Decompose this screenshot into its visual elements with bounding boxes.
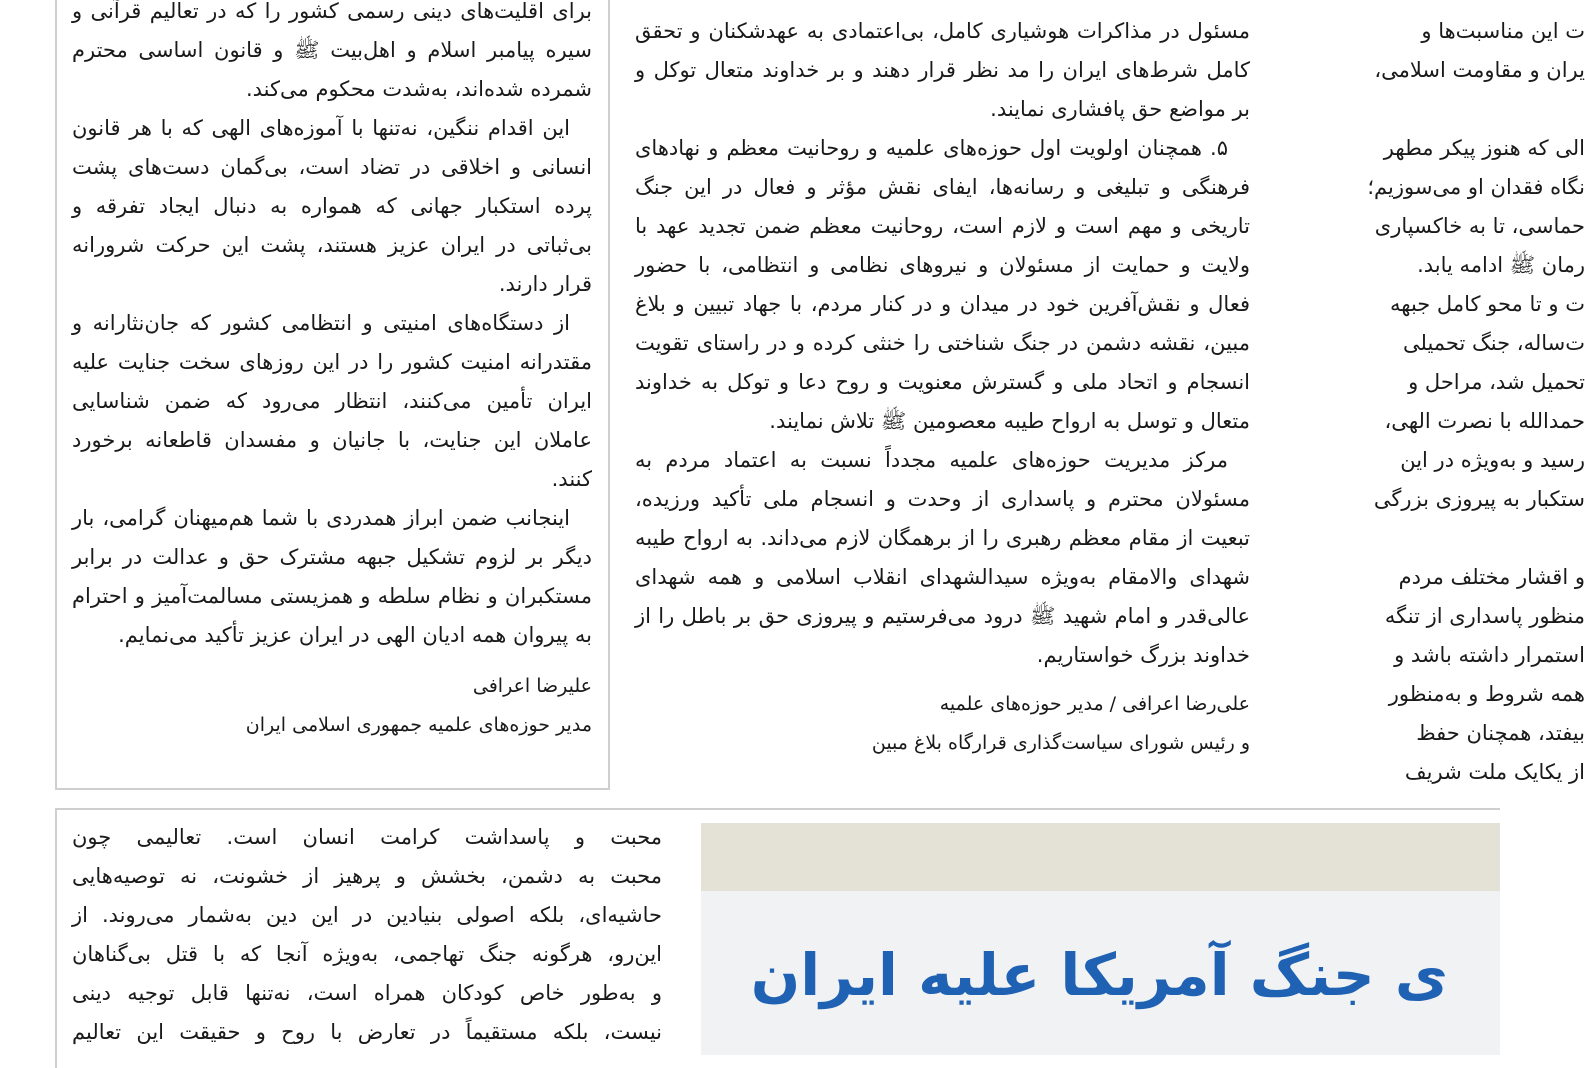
middle-statement-paragraph: ۵. همچنان اولویت اول حوزه‌های علمیه و روحانیت معظم و نهادهای فرهنگی و تبلیغی و رسانه‌ها، ایفای نقش مؤثر و فعال در این جنگ تاریخی و مهم است و لازم است، روحانیت معظم ضمن تجدید عهد با ولایت و حمایت از مسئولان و نیروهای نظامی و انتظامی، با حضور فعال و نقش‌آفرین خود در میدان و در کنار مردم، با جهاد تبیین و بلاغ مبین، نقشه دشمن در جنگ شناختی را خنثی کرده و در راستای تقویت انسجام و اتحاد ملی و گسترش معنویت و روح دعا و توکل به خداوند متعال و توسل به ارواح طیبه معصومین ﷺ تلاش نمایند. xyxy=(635,136,1250,433)
right-column-line: حماسی، تا به خاکسپاری xyxy=(1374,214,1585,238)
right-column-line: رسید و به‌ویژه در این xyxy=(1400,448,1585,472)
right-column-line: همه شروط و به‌منظور xyxy=(1388,682,1585,706)
banner-headline xyxy=(701,930,1500,1020)
right-column-line xyxy=(1285,519,1585,558)
right-column-line: حمدالله با نصرت الهی، xyxy=(1384,409,1585,433)
signature-title: مدیر حوزه‌های علمیه جمهوری اسلامی ایران xyxy=(245,714,592,736)
middle-statement-paragraph: مسئول در مذاکرات هوشیاری کامل، بی‌اعتمادی به عهدشکنان و تحقق کامل شرط‌های ایران را مد نظر قرار دهند و بر خداوند متعال توکل و بر مواضع حق پافشاری نمایند. xyxy=(635,19,1250,121)
right-column-fragment xyxy=(1285,12,1585,792)
right-column-line: ت این مناسبت‌ها و xyxy=(1421,19,1585,43)
right-column-line: رمان ﷺ ادامه یابد. xyxy=(1417,253,1585,277)
left-letter-line: شمرده شده‌اند، به‌شدت محکوم می‌کند. xyxy=(245,77,592,101)
right-column-line: ستکبار به پیروزی بزرگی xyxy=(1373,487,1585,511)
right-column-line: از یکایک ملت شریف xyxy=(1404,760,1585,784)
signature-name: علیرضا اعرافی xyxy=(472,675,592,697)
left-letter-paragraph: این اقدام ننگین، نه‌تنها با آموزه‌های الهی که با هر قانون انسانی و اخلاقی در تضاد است، بی‌گمان دست‌های پشت پرده استکبار جهانی که همواره به دنبال ایجاد تفرقه و بی‌ثباتی در ایران عزیز هستند، پشت این حرکت شرورانه قرار دارند. xyxy=(72,116,592,296)
bottom-article xyxy=(72,818,662,1052)
bottom-article-line: محبت و پاسداشت کرامت انسان است. تعالیمی چون xyxy=(72,825,662,849)
right-column-line: استمرار داشته باشد و xyxy=(1394,643,1585,667)
right-column-line: نگاه فقدان او می‌سوزیم؛ xyxy=(1367,175,1585,199)
statement-signature-line2: و رئیس شورای سیاست‌گذاری قرارگاه بلاغ مبین xyxy=(871,732,1250,754)
left-letter xyxy=(72,0,592,745)
right-column-line: بیفتد، همچنان حفظ xyxy=(1416,721,1585,745)
right-column-line: ت و تا محو کامل جبهه xyxy=(1390,292,1585,316)
banner-headline-text: ی جنگ آمریکا علیه ایران xyxy=(750,941,1448,1009)
middle-statement-paragraph: مرکز مدیریت حوزه‌های علمیه مجدداً نسبت به اعتماد مردم به مسئولان محترم و پاسداری از وحدت و انسجام ملی تأکید ورزیده، تبعیت از مقام معظم رهبری را از برهمگان لازم می‌داند. به ارواح طیبه شهدای والامقام به‌ویژه سیدالشهدای انقلاب اسلامی و همه شهدای عالی‌قدر و امام شهید ﷺ درود می‌فرستیم و پیروزی حق بر باطل را از خداوند بزرگ خواستاریم. xyxy=(635,448,1250,667)
right-column-line: الی که هنوز پیکر مطهر xyxy=(1383,136,1585,160)
banner-top-band xyxy=(701,823,1500,891)
right-column-line: یران و مقاومت اسلامی، xyxy=(1374,58,1585,82)
left-letter-line: سیره پیامبر اسلام و اهل‌بیت ﷺ و قانون اساسی محترم xyxy=(72,38,592,62)
bottom-article-line: و به‌طور خاص کودکان همراه است، نه‌تنها قابل توجیه دینی xyxy=(72,981,662,1005)
bottom-article-line: نیست، بلکه مستقیماً در تعارض با روح و حقیقت این تعالیم xyxy=(72,1020,662,1044)
bottom-article-line: محبت به دشمن، بخشش و پرهیز از خشونت، نه توصیه‌هایی xyxy=(72,864,662,888)
right-column-line xyxy=(1285,90,1585,129)
middle-statement xyxy=(635,12,1250,763)
right-column-line: و اقشار مختلف مردم xyxy=(1398,565,1585,589)
right-column-line: ت‌ساله، جنگ تحمیلی xyxy=(1403,331,1585,355)
right-column-line: منظور پاسداری از تنگه xyxy=(1384,604,1585,628)
left-letter-paragraph: از دستگاه‌های امنیتی و انتظامی کشور که جان‌نثارانه و مقتدرانه امنیت کشور را در این روزهای سخت جنایت علیه ایران تأمین می‌کنند، انتظار می‌رود که ضمن شناسایی عاملان این جنایت، با جانیان و مفسدان قاطعانه برخورد کنند. xyxy=(72,311,592,491)
statement-signature-line1: علی‌رضا اعرافی / مدیر حوزه‌های علمیه xyxy=(939,693,1250,715)
bottom-article-line: این‌رو، هرگونه جنگ تهاجمی، به‌ویژه آنجا که با قتل بی‌گناهان xyxy=(72,942,662,966)
left-letter-paragraph: اینجانب ضمن ابراز همدردی با شما هم‌میهنان گرامی، بار دیگر بر لزوم تشکیل جبهه مشترک حق و عدالت در برابر مستکبران و نظام سلطه و همزیستی مسالمت‌آمیز و احترام به پیروان همه ادیان الهی در ایران عزیز تأکید می‌نمایم. xyxy=(72,506,592,647)
right-column-line: تحمیل شد، مراحل و xyxy=(1408,370,1585,394)
left-letter-line: برای اقلیت‌های دینی رسمی کشور را که در تعالیم قرآنی و xyxy=(72,0,592,23)
bottom-article-line: حاشیه‌ای، بلکه اصولی بنیادین در این دین به‌شمار می‌روند. از xyxy=(72,903,662,927)
